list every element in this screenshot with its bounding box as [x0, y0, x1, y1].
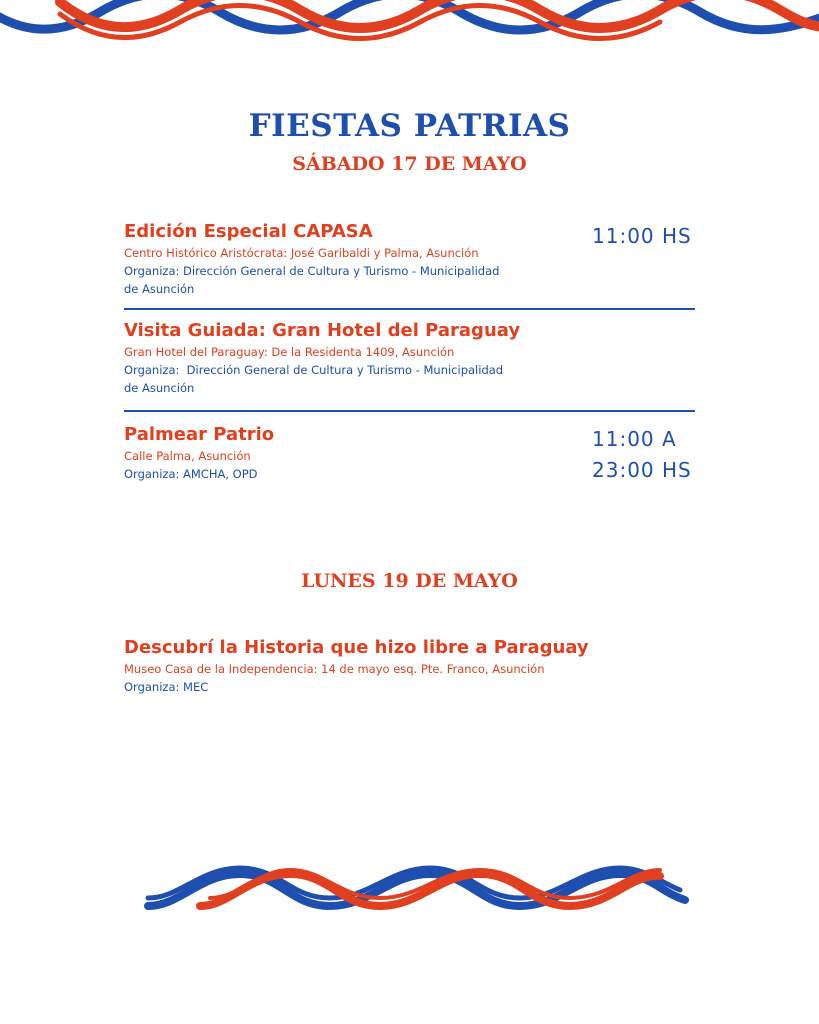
event-organizer-line: Organiza: Dirección General de Cultura y Turismo - Municipalidad — [124, 363, 504, 377]
event-time-end: 23:00 HS — [592, 458, 692, 482]
divider — [124, 410, 695, 412]
event-organizer-line: Organiza: Dirección General de Cultura y Turismo - Municipalidad — [124, 264, 500, 278]
event-item — [124, 423, 574, 483]
flag-ribbon-bottom — [140, 862, 690, 916]
event-organizer — [124, 262, 574, 298]
event-time: 11:00 HS — [592, 224, 692, 248]
day-heading-monday: LUNES 19 DE MAYO — [301, 570, 518, 592]
day-heading-saturday: SÁBADO 17 DE MAYO — [292, 153, 527, 175]
event-location: Gran Hotel del Paraguay: De la Residenta 1409, Asunción — [124, 345, 455, 359]
event-title: Visita Guiada: Gran Hotel del Paraguay — [124, 320, 521, 341]
event-item — [124, 319, 574, 397]
event-organizer — [124, 361, 574, 397]
event-title: Palmear Patrio — [124, 424, 275, 445]
event-organizer-line: de Asunción — [124, 282, 195, 296]
event-title: Edición Especial CAPASA — [124, 221, 373, 242]
event-location: Centro Histórico Aristócrata: José Garibaldi y Palma, Asunción — [124, 246, 479, 260]
event-title: Descubrí la Historia que hizo libre a Paraguay — [124, 637, 589, 658]
divider — [124, 308, 695, 310]
event-organizer: Organiza: MEC — [124, 680, 209, 694]
flag-ribbon-top — [0, 0, 819, 44]
event-location: Calle Palma, Asunción — [124, 449, 251, 463]
event-time-start: 11:00 A — [592, 427, 677, 451]
event-item — [124, 220, 574, 298]
event-organizer: Organiza: AMCHA, OPD — [124, 467, 258, 481]
event-location: Museo Casa de la Independencia: 14 de mayo esq. Pte. Franco, Asunción — [124, 662, 545, 676]
event-item — [124, 636, 684, 696]
page-title: FIESTAS PATRIAS — [248, 108, 571, 144]
event-organizer-line: de Asunción — [124, 381, 195, 395]
